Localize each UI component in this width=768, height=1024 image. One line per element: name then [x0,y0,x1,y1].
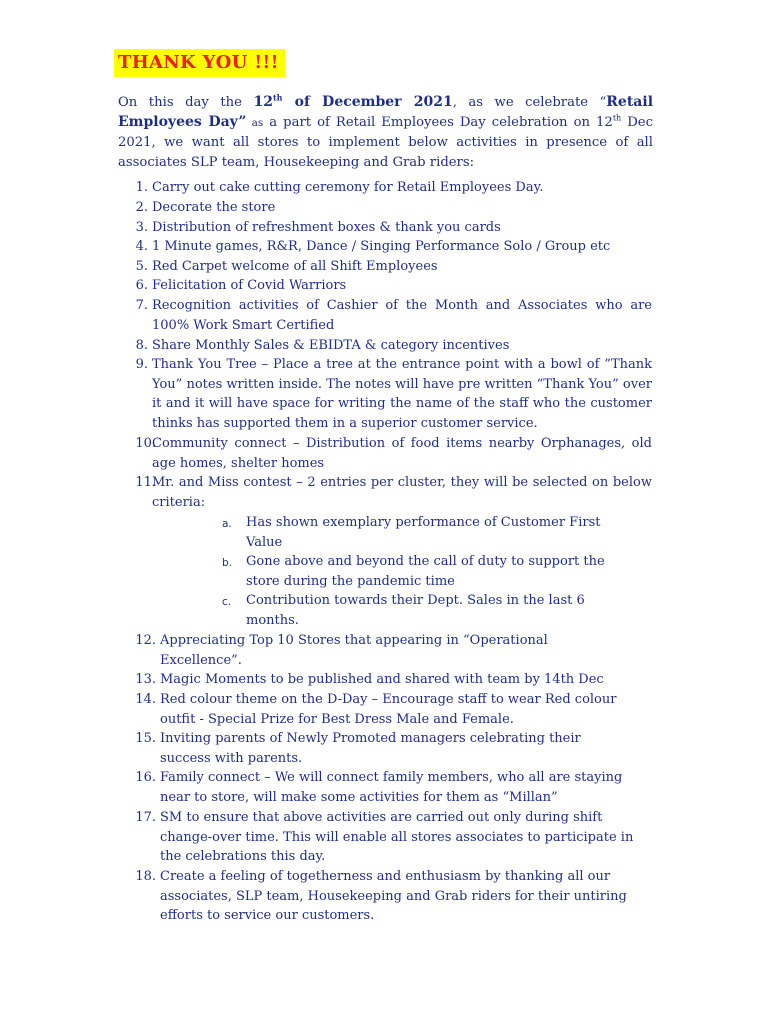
list-item [126,867,651,926]
list-item-number: 2. [135,200,148,215]
list-item [126,670,646,690]
list-item [118,434,652,473]
list-item-number: 7. [135,298,148,313]
list-item-number: 6. [135,278,148,293]
list-item-text: Inviting parents of Newly Promoted managers celebrating their success with parents. [160,731,581,766]
list-item-text: Red colour theme on the D-Day – Encourage staff to wear Red colour outfit - Special Prize for Best Dress Male and Female. [160,692,617,727]
list-item [118,198,652,218]
list-item-text: Felicitation of Covid Warriors [152,278,347,293]
list-item [118,355,652,434]
list-item-text: Red Carpet welcome of all Shift Employees [152,259,438,274]
intro-text-3: a part of Retail Employees Day celebration on 12 [263,114,613,130]
list-item-text: Appreciating Top 10 Stores that appearing in “Operational Excellence”. [160,633,548,668]
list-item-number: 3. [135,220,148,235]
list-item [126,729,626,768]
sub-list-text: Gone above and beyond the call of duty to support the store during the pandemic time [246,554,605,589]
date-day-suffix: th [272,92,283,103]
intro-text-4: Dec 2021, we want all stores to implement below activities in presence of all associates SLP team, Housekeeping and Grab riders: [118,114,653,170]
list-item-number: 12. [135,633,156,648]
list-item [126,690,646,729]
sub-list-letter: b. [222,557,233,569]
list-item-number: 10. [135,436,156,451]
list-item-number: 16. [135,770,156,785]
list-item-text: Decorate the store [152,200,276,215]
list-item-text: Distribution of refreshment boxes & thank you cards [152,220,501,235]
list-item-number: 9. [135,357,148,372]
sub-list-item [222,591,622,630]
list-item [126,808,636,867]
list-item-text: 1 Minute games, R&R, Dance / Singing Performance Solo / Group etc [152,239,611,254]
sub-list-letter: a. [222,518,232,530]
list-item [118,257,652,277]
intro-paragraph [118,93,653,172]
list-item-text: Carry out cake cutting ceremony for Retail Employees Day. [152,180,544,195]
sub-list-item [222,513,622,552]
list-item-text: Family connect – We will connect family members, who all are staying near to store, will make some activities for them as “Millan” [160,770,623,805]
list-item-text: Recognition activities of Cashier of the Month and Associates who are 100% Work Smart Certified [152,298,652,333]
intro-sup: th [612,113,622,123]
list-item-number: 18. [135,869,156,884]
list-item [118,296,652,335]
list-item-text: Create a feeling of togetherness and enthusiasm by thanking all our associates, SLP team, Housekeeping and Grab riders for their untiring efforts to service our customers. [160,869,627,924]
list-item [118,473,652,512]
sub-list-text: Has shown exemplary performance of Customer First Value [246,515,601,550]
list-item [118,178,652,198]
list-item [118,336,652,356]
list-item-number: 15. [135,731,156,746]
intro-text-small: as [246,116,264,129]
list-item-number: 5. [135,259,148,274]
list-item-text: Magic Moments to be published and shared with team by 14th Dec [160,672,604,687]
page-title: THANK YOU !!! [114,49,285,77]
title-block [114,49,285,77]
date-day: 12 [253,94,273,110]
list-item-text: Community connect – Distribution of food items nearby Orphanages, old age homes, shelter homes [152,436,652,471]
list-item-number: 1. [135,180,148,195]
intro-text-1: On this day the [118,95,254,110]
sub-list-letter: c. [222,596,232,608]
event-name: Retail Employees Day” [118,94,654,130]
list-item-number: 13. [135,672,156,687]
list-item-text: Mr. and Miss contest – 2 entries per cluster, they will be selected on below criteria: [152,475,652,510]
list-item [126,631,596,670]
list-item-number: 8. [135,338,148,353]
list-item [118,218,652,238]
list-item [118,276,652,296]
sub-list-text: Contribution towards their Dept. Sales in the last 6 months. [246,593,585,628]
list-item-text: Thank You Tree – Place a tree at the entrance point with a bowl of ”Thank You” notes written inside. The notes will have pre written “Thank You” over it and it will have space for writing the name of the staff who the customer thinks has supported them in a superior customer service. [152,357,652,432]
list-item-number: 17. [135,810,156,825]
list-item-number: 11. [135,475,156,490]
list-item-number: 4. [135,239,148,254]
list-item-text: Share Monthly Sales & EBIDTA & category incentives [152,338,510,353]
list-item-number: 14. [135,692,156,707]
date-rest: of December 2021 [282,94,453,110]
list-item [126,768,651,807]
intro-text-2: , as we celebrate “ [452,95,607,110]
list-item-text: SM to ensure that above activities are carried out only during shift change-over time. This will enable all stores associates to participate in the celebrations this day. [160,810,634,865]
date-bold [253,94,452,110]
list-item [118,237,652,257]
sub-list-item [222,552,622,591]
